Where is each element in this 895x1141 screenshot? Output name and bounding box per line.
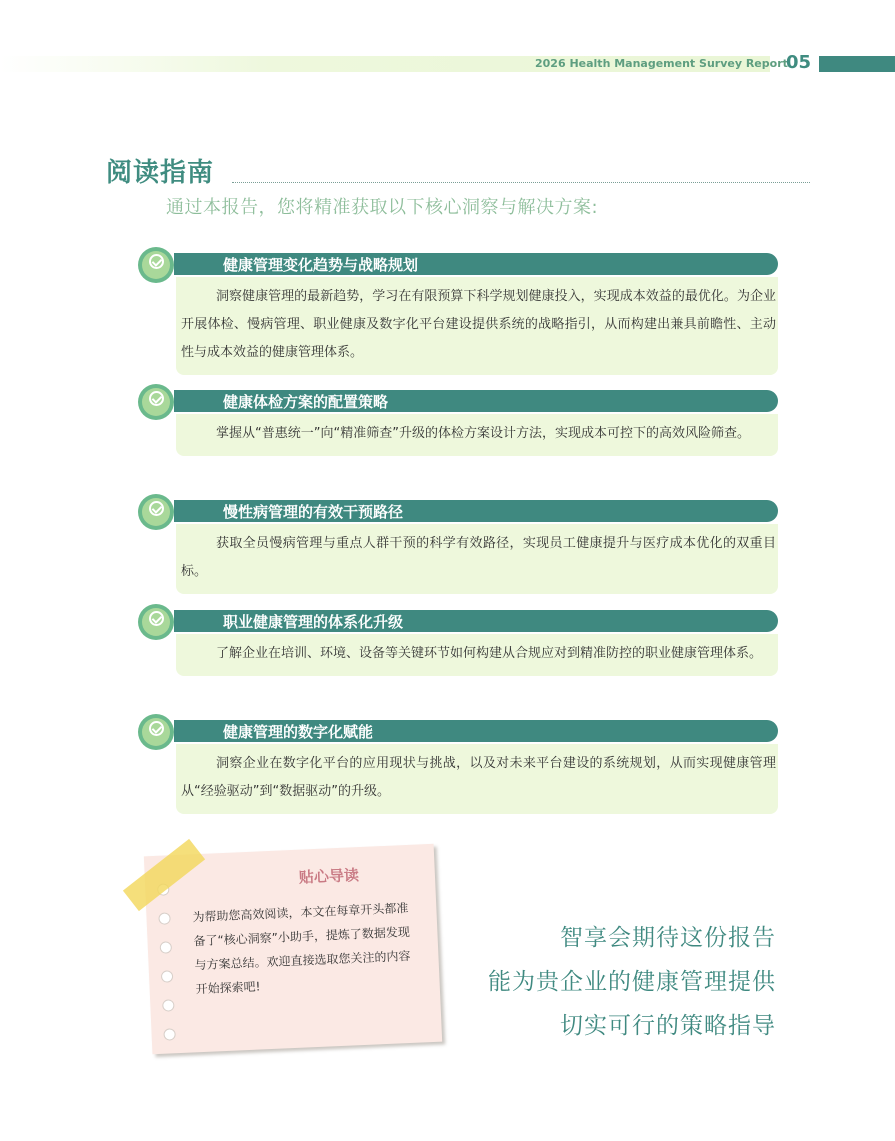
binder-hole	[160, 941, 173, 954]
section-title: 健康管理的数字化赋能	[223, 723, 374, 741]
page-subtitle: 通过本报告，您将精准获取以下核心洞察与解决方案:	[166, 197, 599, 218]
section-content	[176, 277, 778, 375]
check-icon	[138, 714, 174, 750]
section-title-bar	[174, 610, 778, 632]
tip-body: 为帮助您高效阅读，本文在每章开头都准备了“核心洞察”小助手，提炼了数据发现与方案总结。欢迎直接选取您关注的内容开始探索吧!	[192, 900, 411, 997]
check-icon	[138, 604, 174, 640]
section-title: 健康体检方案的配置策略	[223, 393, 389, 411]
section-title-bar	[174, 390, 778, 412]
section-title-bar	[174, 500, 778, 522]
binder-hole	[163, 1028, 176, 1041]
closing-line: 能为贵企业的健康管理提供	[488, 969, 776, 995]
page-title: 阅读指南	[106, 158, 215, 188]
tip-heading: 贴心导读	[298, 866, 360, 887]
section-body: 了解企业在培训、环境、设备等关键环节如何构建从合规应对到精准防控的职业健康管理体系。	[216, 646, 763, 661]
reading-tip-card	[144, 844, 442, 1054]
binder-hole	[162, 999, 175, 1012]
closing-line: 智享会期待这份报告	[560, 925, 776, 951]
section-body: 洞察企业在数字化平台的应用现状与挑战，以及对未来平台建设的系统规划，从而实现健康管理从“经验驱动”到“数据驱动”的升级。	[181, 756, 776, 799]
check-icon	[138, 384, 174, 420]
report-title: 2026 Health Management Survey Report	[535, 57, 788, 70]
binder-hole	[158, 912, 171, 925]
title-divider	[232, 182, 810, 183]
section-content	[176, 744, 778, 814]
section-body: 洞察健康管理的最新趋势，学习在有限预算下科学规划健康投入，实现成本效益的最优化。为企业开展体检、慢病管理、职业健康及数字化平台建设提供系统的战略指引，从而构建出兼具前瞻性、主动性与成本效益的健康管理体系。	[181, 289, 776, 360]
section-content	[176, 524, 778, 594]
section-body: 掌握从“普惠统一”向“精准筛查”升级的体检方案设计方法，实现成本可控下的高效风险筛查。	[216, 426, 750, 441]
binder-hole	[161, 970, 174, 983]
section-title: 慢性病管理的有效干预路径	[223, 503, 404, 521]
check-icon	[138, 494, 174, 530]
section-title-bar	[174, 720, 778, 742]
header-accent-bar	[819, 56, 895, 72]
section-title-bar	[174, 253, 778, 275]
section-title: 职业健康管理的体系化升级	[223, 613, 404, 631]
page-number: 05	[786, 52, 812, 73]
check-icon	[138, 247, 174, 283]
section-content	[176, 634, 778, 676]
closing-statement	[440, 916, 776, 1048]
section-body: 获取全员慢病管理与重点人群干预的科学有效路径，实现员工健康提升与医疗成本优化的双重目标。	[181, 536, 776, 579]
section-content	[176, 414, 778, 456]
closing-line: 切实可行的策略指导	[560, 1013, 776, 1039]
section-title: 健康管理变化趋势与战略规划	[223, 256, 419, 274]
